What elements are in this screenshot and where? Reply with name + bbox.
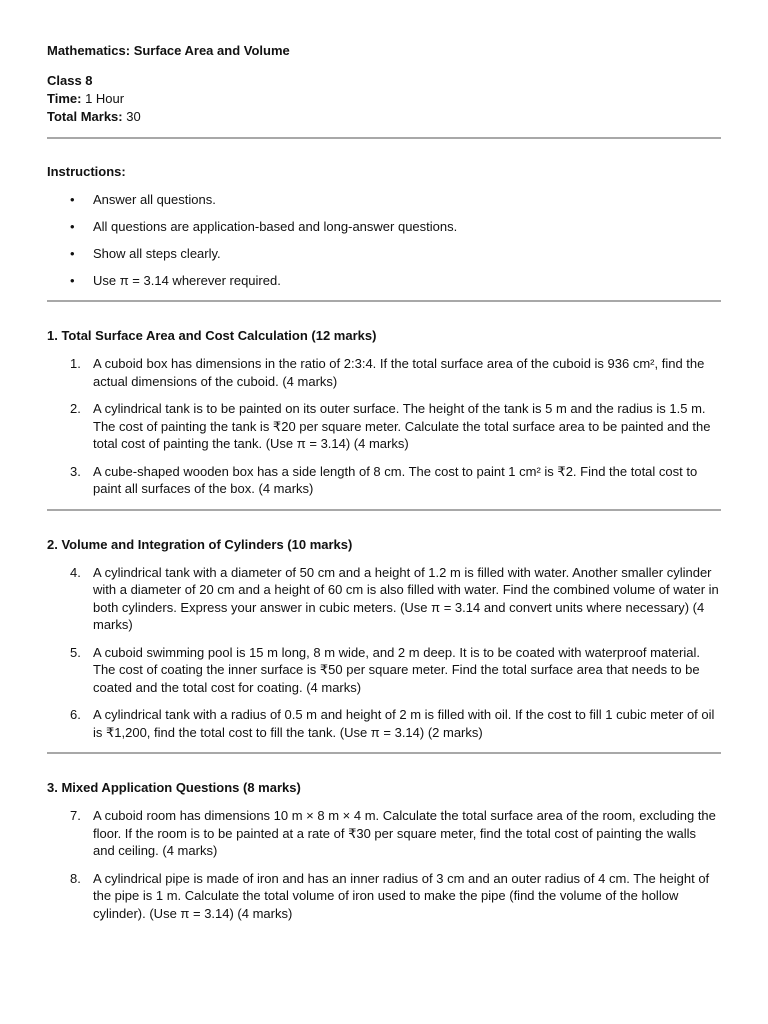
question-number: 5. — [70, 644, 81, 660]
question-text: A cylindrical tank is to be painted on its outer surface. The height of the tank is 5 m and the radius is 1.5 m. The cost of painting the tank is ₹20 per square meter. Calculate the total surface area to be painted and the total cost of painting the tank. (Use π = 3.14) (4 marks) — [93, 401, 711, 451]
question-item — [47, 400, 721, 453]
question-text: A cube-shaped wooden box has a side length of 8 cm. The cost to paint 1 cm² is ₹2. Find the total cost to paint all surfaces of the box. (4 marks) — [93, 463, 698, 496]
question-item — [47, 870, 721, 923]
question-text: A cuboid box has dimensions in the ratio of 2:3:4. If the total surface area of the cuboid is 936 cm², find the actual dimensions of the cuboid. (4 marks) — [93, 356, 705, 389]
divider — [47, 300, 721, 302]
question-item — [47, 355, 721, 390]
instruction-item: • Answer all questions. — [47, 191, 721, 209]
time-value: 1 Hour — [85, 91, 125, 106]
divider — [47, 137, 721, 139]
question-number: 1. — [70, 356, 81, 371]
divider — [47, 509, 721, 511]
total-marks-line — [47, 108, 721, 126]
question-item — [47, 463, 721, 498]
section-heading: 2. Volume and Integration of Cylinders (10 marks) — [47, 536, 353, 552]
class-label: Class 8 — [47, 73, 93, 88]
question-text: A cuboid room has dimensions 10 m × 8 m × 4 m. Calculate the total surface area of the room, excluding the floor. If the room is to be painted at a rate of ₹30 per square meter, find the total cost of painting the walls and ceiling. (4 marks) — [93, 808, 716, 858]
time-label: Time: — [47, 91, 82, 106]
question-text: A cylindrical tank with a radius of 0.5 m and height of 2 m is filled with oil. If the cost to fill 1 cubic meter of oil is ₹1,200, find the total cost to fill the tank. (Use π = 3.14) (2 marks) — [93, 707, 715, 740]
question-item — [47, 706, 721, 741]
question-item — [47, 644, 721, 697]
total-marks-label: Total Marks: — [47, 109, 123, 124]
question-number: 2. — [70, 401, 81, 416]
question-text: A cuboid swimming pool is 15 m long, 8 m wide, and 2 m deep. It is to be coated with waterproof material. The cost of coating the inner surface is ₹50 per square meter. Find the total surface area that needs to be coated and the total cost for coating. (4 marks) — [93, 644, 700, 695]
instruction-item: • Show all steps clearly. — [47, 245, 721, 263]
question-number: 6. — [70, 707, 81, 722]
question-number: 3. — [70, 463, 81, 479]
question-item — [47, 807, 721, 860]
question-number: 8. — [70, 870, 81, 886]
total-marks-value: 30 — [126, 109, 141, 124]
instructions-list — [47, 191, 721, 290]
question-list — [47, 564, 721, 742]
section-heading: 1. Total Surface Area and Cost Calculation (12 marks) — [47, 328, 377, 343]
question-text: A cylindrical pipe is made of iron and has an inner radius of 3 cm and an outer radius of 4 cm. The height of the pipe is 1 m. Calculate the total volume of iron used to make the pipe (find the volume of the hollow cylinder). (Use π = 3.14) (4 marks) — [93, 870, 710, 921]
question-item — [47, 564, 721, 634]
divider — [47, 752, 721, 754]
section-heading: 3. Mixed Application Questions (8 marks) — [47, 780, 301, 795]
question-number: 7. — [70, 808, 81, 823]
instruction-item: • Use π = 3.14 wherever required. — [47, 272, 721, 290]
question-text: A cylindrical tank with a diameter of 50 cm and a height of 1.2 m is filled with water. Another smaller cylinder with a diameter of 20 cm and a height of 60 cm is also filled with water. Find the combined volume of water in both cylinders. Express your answer in cubic meters. (Use π = 3.14 and convert units where necessary) (4 marks) — [93, 564, 719, 632]
instruction-item: • All questions are application-based and long-answer questions. — [47, 218, 721, 236]
question-list — [47, 355, 721, 498]
instructions-heading: Instructions: — [47, 164, 126, 179]
time-line — [47, 90, 721, 108]
document-title: Mathematics: Surface Area and Volume — [47, 43, 290, 58]
question-number: 4. — [70, 564, 81, 580]
class-line — [47, 72, 721, 90]
question-list — [47, 807, 721, 922]
